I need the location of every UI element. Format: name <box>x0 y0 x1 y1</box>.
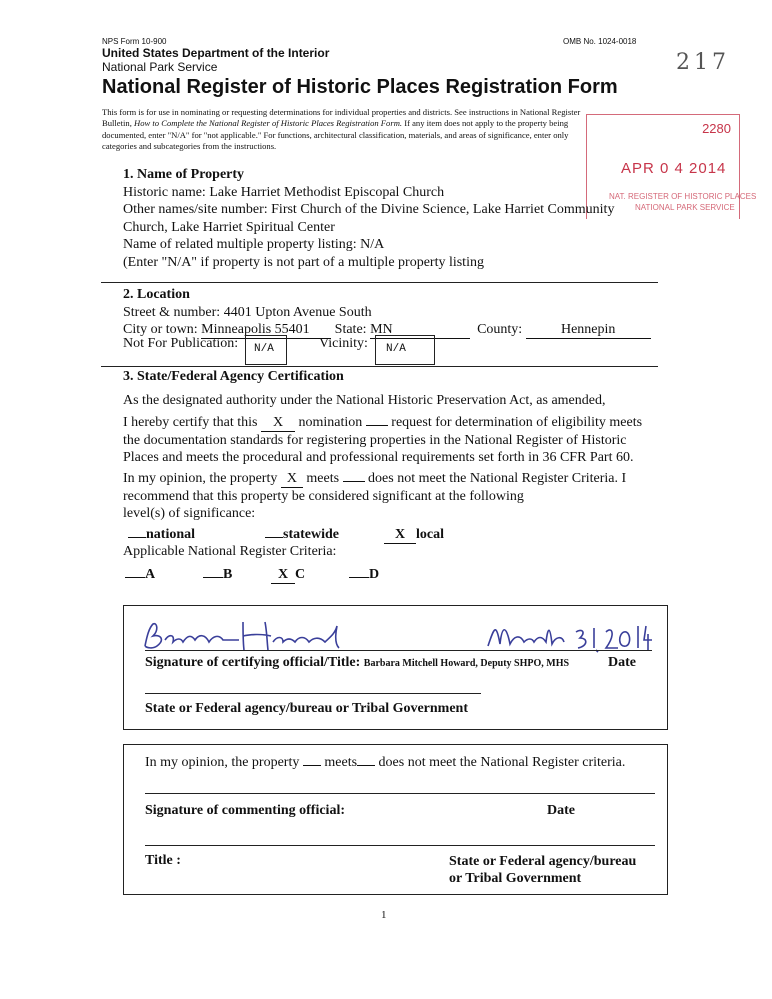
official-name: Barbara Mitchell Howard, Deputy SHPO, MHS <box>363 658 570 669</box>
commenting-date-label: Date <box>547 803 575 818</box>
city-row: City or town: Minneapolis 55401 State: MN County: Hennepin <box>123 321 683 339</box>
instructions-line: This form is for use in nominating or requesting determinations for individual properties and districts. See instructions in National Register <box>102 107 581 117</box>
certification-line: Places and meets the procedural and professional requirements set forth in 36 CFR Part 60. <box>123 450 634 466</box>
county-value: Hennepin <box>526 323 651 339</box>
agency-line <box>145 693 481 694</box>
commenting-opinion: In my opinion, the property meets does not meet the National Register criteria. <box>145 755 626 770</box>
divider <box>101 366 658 367</box>
level-local-checkbox[interactable]: X <box>384 528 416 544</box>
certification-intro: As the designated authority under the National Historic Preservation Act, as amended, <box>123 393 606 408</box>
commenting-signature-label: Signature of commenting official: <box>145 803 345 818</box>
level-statewide-checkbox[interactable] <box>265 537 283 538</box>
instructions-line: Bulletin, How to Complete the National Register of Historic Places Registration Form. If any item does not apply to the property being <box>102 118 569 129</box>
level-local: X local <box>384 527 444 544</box>
criterion-d: D <box>349 567 379 583</box>
stamp-date: APR 0 4 2014 <box>621 160 727 177</box>
certifying-official-box <box>123 605 668 730</box>
other-names-row: Other names/site number: First Church of the Divine Science, Lake Harriet Community <box>123 202 615 217</box>
criterion-a: A <box>125 567 155 583</box>
agency-label: State or Federal agency/bureau or Tribal Government <box>145 701 469 716</box>
street-value: 4401 Upton Avenue South <box>223 304 372 320</box>
certification-statement <box>123 414 642 467</box>
signature-line <box>145 793 655 794</box>
stamp-number: 2280 <box>702 121 731 136</box>
stamp-line: NAT. REGISTER OF HISTORIC PLACES <box>609 192 757 201</box>
not-for-publication-field[interactable]: N/A <box>245 335 287 365</box>
opinion-statement <box>123 470 626 523</box>
opinion-line: level(s) of significance: <box>123 506 256 522</box>
commenting-agency-label: State or Federal agency/bureau or Tribal Government <box>449 854 637 886</box>
page-number: 1 <box>381 909 387 921</box>
certification-line: I hereby certify that this X nomination request for determination of eligibility meets <box>123 415 643 430</box>
signature-line <box>145 650 652 651</box>
vicinity-label: Vicinity: <box>319 336 368 351</box>
commenting-official-box <box>123 744 668 895</box>
divider <box>101 282 658 283</box>
criterion-b: B <box>203 567 232 583</box>
section-heading: 3. State/Federal Agency Certification <box>123 369 344 384</box>
section-heading: 2. Location <box>123 287 190 302</box>
level-national-checkbox[interactable] <box>128 537 146 538</box>
instructions-line: documented, enter "N/A" for "not applicable." For functions, architectural classification, materials, and areas of significance, enter only <box>102 129 569 140</box>
city-value: Minneapolis 55401 <box>201 323 331 339</box>
commenting-meets-checkbox[interactable] <box>303 765 321 766</box>
multiple-listing-row: Name of related multiple property listing: N/A <box>123 237 385 252</box>
criteria-label: Applicable National Register Criteria: <box>123 544 337 559</box>
stamp-line: NATIONAL PARK SERVICE <box>635 203 735 212</box>
date-label: Date <box>608 655 636 670</box>
state-value: MN <box>370 323 470 339</box>
meets-checkbox[interactable]: X <box>281 472 303 488</box>
vicinity-field[interactable]: N/A <box>375 335 435 365</box>
department: United States Department of the Interior <box>102 46 330 60</box>
commenting-does-not-meet-checkbox[interactable] <box>357 765 375 766</box>
section-location <box>123 286 683 339</box>
historic-name-value: Lake Harriet Methodist Episcopal Church <box>209 184 445 200</box>
request-checkbox[interactable] <box>366 425 388 426</box>
agency: National Park Service <box>102 60 218 74</box>
signature-label-row: Signature of certifying official/Title: Barbara Mitchell Howard, Deputy SHPO, MHS <box>145 655 570 670</box>
historic-name-row: Historic name: Lake Harriet Methodist Episcopal Church <box>123 184 445 200</box>
level-national: national <box>128 527 195 543</box>
omb-number: OMB No. 1024-0018 <box>563 37 637 46</box>
other-names-value: First Church of the Divine Science, Lake Harriet Community <box>271 202 615 217</box>
opinion-line: In my opinion, the property X meets does not meet the National Register Criteria. I <box>123 471 627 486</box>
multiple-listing-value: N/A <box>360 237 385 252</box>
not-for-publication-label: Not For Publication: <box>123 336 239 351</box>
level-statewide: statewide <box>265 527 339 543</box>
criterion-d-checkbox[interactable] <box>349 577 369 578</box>
certification-line: the documentation standards for registering properties in the National Register of Historic <box>123 432 627 448</box>
criterion-c: X C <box>271 567 305 584</box>
handwritten-number: 217 <box>676 50 730 75</box>
instructions-line: categories and subcategories from the instructions. <box>102 141 277 152</box>
title-line <box>145 845 655 846</box>
street-row: Street & number: 4401 Upton Avenue South <box>123 304 372 320</box>
multiple-listing-note: (Enter "N/A" if property is not part of a multiple property listing <box>123 254 484 270</box>
commenting-title-label: Title : <box>145 853 181 868</box>
form-number: NPS Form 10-900 <box>102 37 167 46</box>
criterion-b-checkbox[interactable] <box>203 577 223 578</box>
other-names-value-cont: Church, Lake Harriet Spiritual Center <box>123 219 335 235</box>
does-not-meet-checkbox[interactable] <box>343 481 365 482</box>
section-heading: 1. Name of Property <box>123 167 245 182</box>
form-title: National Register of Historic Places Registration Form <box>102 76 618 98</box>
criterion-c-checkbox[interactable]: X <box>271 568 295 584</box>
opinion-line: recommend that this property be considered significant at the following <box>123 488 524 504</box>
section-name-of-property <box>123 166 643 271</box>
nomination-checkbox[interactable]: X <box>261 416 295 432</box>
criterion-a-checkbox[interactable] <box>125 577 145 578</box>
